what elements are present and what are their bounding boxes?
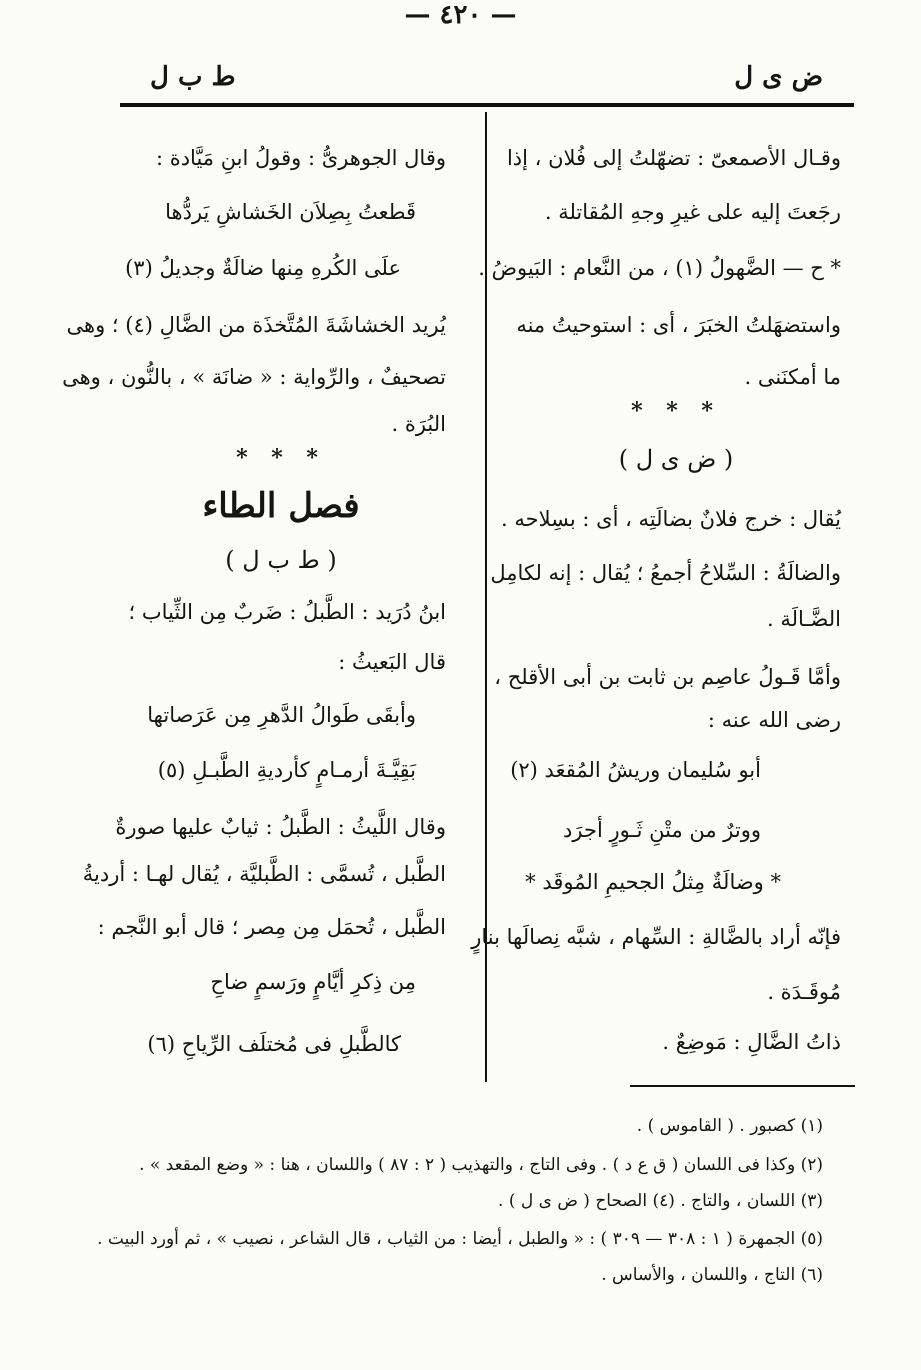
text-line: ما أمكنَنى . [744, 365, 841, 389]
verse-line: بَقِيَّـةَ أرمـامٍ كأرديةِ الطَّبـلِ (٥) [157, 758, 416, 782]
text-line: ابنُ دُرَيد : الطَّبلُ : ضَربٌ مِن الثِّياب ؛ [128, 600, 446, 624]
text-line: والضالَةُ : السِّلاحُ أجمعُ ؛ يُقال : إنه لكامِل [490, 561, 841, 585]
text-line: رجَعتَ إليه على غيرِ وجهِ المُقاتلة . [544, 200, 841, 224]
footnote: (٢) وكذا فى اللسان ( ق ع د ) . وفى التاج ، والتهذيب ( ٢ : ٨٧ ) واللسان ، هنا : « وضع المقعد » . [139, 1155, 823, 1175]
text-line: فإنّه أراد بالضَّالةِ : السِّهام ، شبَّه نِصالَها بنارٍ [471, 925, 841, 949]
verse-line: * وضالَةٌ مِثلُ الجحيمِ المُوقَد * [525, 870, 781, 894]
text-line: يُقال : خرج فلانٌ بضالَتِه ، أى : بسِلاحه . [501, 507, 841, 531]
verse-line: ووترٌ من متْنِ ثَـورٍ أجرَد [563, 818, 761, 842]
verse-line: علَى الكُرهِ مِنها ضالَةٌ وجديلُ (٣) [125, 256, 401, 280]
verse-line: وأبقَى طَوالُ الدَّهرِ مِن عَرَصاتها [147, 703, 416, 727]
text-line: ذاتُ الضَّالِ : مَوضِعٌ . [662, 1030, 841, 1054]
text-line: البُرَة . [391, 412, 446, 436]
footnote: (٣) اللسان ، والتاج . (٤) الصحاح ( ض ى ل ) . [498, 1191, 823, 1211]
text-line: وقـال الأصمعىّ : تضهّلتُ إلى فُلان ، إذا [506, 146, 841, 170]
text-line: مُوقَـدَة . [767, 980, 841, 1004]
entry-heading: ( ض ى ل ) [618, 445, 734, 473]
text-line: الضَّـالَة . [766, 607, 841, 631]
footnote: (٦) التاج ، واللسان ، والأساس . [601, 1265, 823, 1285]
section-separator: * * * [236, 445, 326, 471]
footnote: (٥) الجمهرة ( ١ : ٣٠٨ — ٣٠٩ ) : « والطبل ، أيضا : من الثياب ، قال الشاعر ، نصيب » ، ثم أورد البيت . [97, 1229, 823, 1249]
verse-line: مِن ذِكرِ أيَّامٍ ورَسمٍ ضاحِ [210, 970, 416, 994]
entry-heading: ( ط ب ل ) [225, 546, 337, 574]
verse-line: كالطَّبلِ فى مُختلَف الرِّياحِ (٦) [147, 1032, 401, 1056]
text-line: تصحيفٌ ، والرِّواية : « ضانَة » ، بالنُّون ، وهى [62, 365, 446, 389]
text-line: الطَّبل ، تُحمَل مِن مِصر ؛ قال أبو النَّجم : [97, 915, 446, 939]
text-line: الطَّبل ، تُسمَّى : الطَّبليَّة ، يُقال لهـا : أرديةُ [82, 862, 446, 886]
header-rule [120, 103, 854, 107]
text-line: وقال اللَّيثُ : الطَّبلُ : ثيابٌ عليها صورةٌ [115, 815, 446, 839]
text-line: رضى الله عنه : [707, 708, 841, 732]
text-line: * ح — الضَّهولُ (١) ، من النَّعام : البَيوضُ . [478, 256, 841, 280]
header-left-root: ط ب ل [150, 62, 236, 92]
footnote-rule [630, 1085, 855, 1087]
header-right-root: ض ى ل [734, 62, 823, 92]
text-line: وقال الجوهرىُّ : وقولُ ابنِ مَيَّادة : [155, 146, 446, 170]
chapter-title: فصل الطاء [202, 486, 360, 526]
section-separator: * * * [631, 398, 721, 424]
text-line: يُريد الخشاشَةَ المُتَّخذَة من الضَّالِ (٤) ؛ وهى [66, 313, 446, 337]
text-line: قال البَعيثُ : [338, 650, 446, 674]
verse-line: قَطعتُ بِصِلاَن الخَشاشِ يَردُّها [165, 200, 416, 224]
page-number: — ٤٢٠ — [404, 0, 517, 30]
verse-line: أبو سُليمان وريشُ المُقعَد (٢) [510, 758, 761, 782]
text-line: واستضهَلتُ الخبَرَ ، أى : استوحيتُ منه [516, 313, 841, 337]
text-line: وأمَّا قَـولُ عاصِم بن ثابت بن أبى الأقلح ، [494, 665, 841, 689]
footnote: (١) كصبور . ( القاموس ) . [636, 1116, 823, 1136]
